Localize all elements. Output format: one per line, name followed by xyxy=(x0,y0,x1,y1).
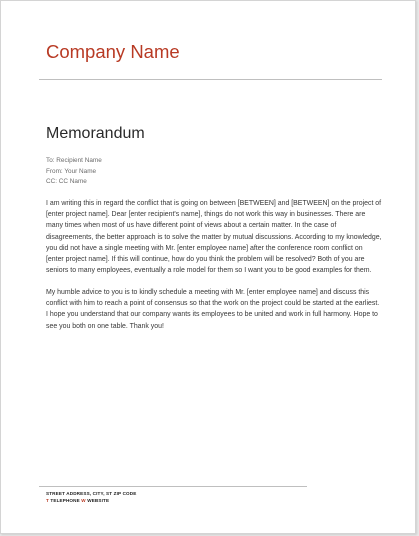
memo-meta xyxy=(46,156,102,188)
telephone-marker: T xyxy=(46,497,49,503)
footer-contact xyxy=(46,491,136,504)
footer-website: WEBSITE xyxy=(87,497,110,503)
footer-contact-line xyxy=(46,498,136,505)
footer-telephone: TELEPHONE xyxy=(50,497,80,503)
footer-divider xyxy=(39,486,307,487)
sender-line: From: Your Name xyxy=(46,167,97,175)
memo-body xyxy=(46,198,382,342)
header-divider xyxy=(39,79,382,80)
body-paragraph: I am writing this in regard the conflict that is going on between [BETWEEN] and [BETWEEN] on the project of [enter project name]. Dear [enter recipient's name], things do not work this way in businesses. There are many times when most of us have different point of views about a certain matter. In the case of disagreements, the better approach is to solve the matter by mutual discussions. According to my knowledge, you did not have a single meeting with Mr. [enter employee name] after the conference room conflict on [enter project name]. If this will continue, how do you think the problem will be resolved? Both of you are seniors to many employees, eventually a role model for them so I want you to be good examples for them. xyxy=(46,200,382,275)
recipient-line: To: Recipient Name xyxy=(46,157,102,164)
cc-line: CC: CC Name xyxy=(46,178,87,186)
website-marker: W xyxy=(81,497,86,503)
body-paragraph: My humble advice to you is to kindly schedule a meeting with Mr. [enter employee name] and discuss this conflict with him to reach a point of consensus so that the work on the project could be started at the earliest. I hope you understand that our company wants its employees to be united and work in full harmony. Hope to see you both on one table. Thank you! xyxy=(46,289,380,330)
company-name: Company Name xyxy=(46,41,180,62)
footer-address: STREET ADDRESS, CITY, ST ZIP CODE xyxy=(46,491,137,496)
memo-title: Memorandum xyxy=(46,125,145,142)
